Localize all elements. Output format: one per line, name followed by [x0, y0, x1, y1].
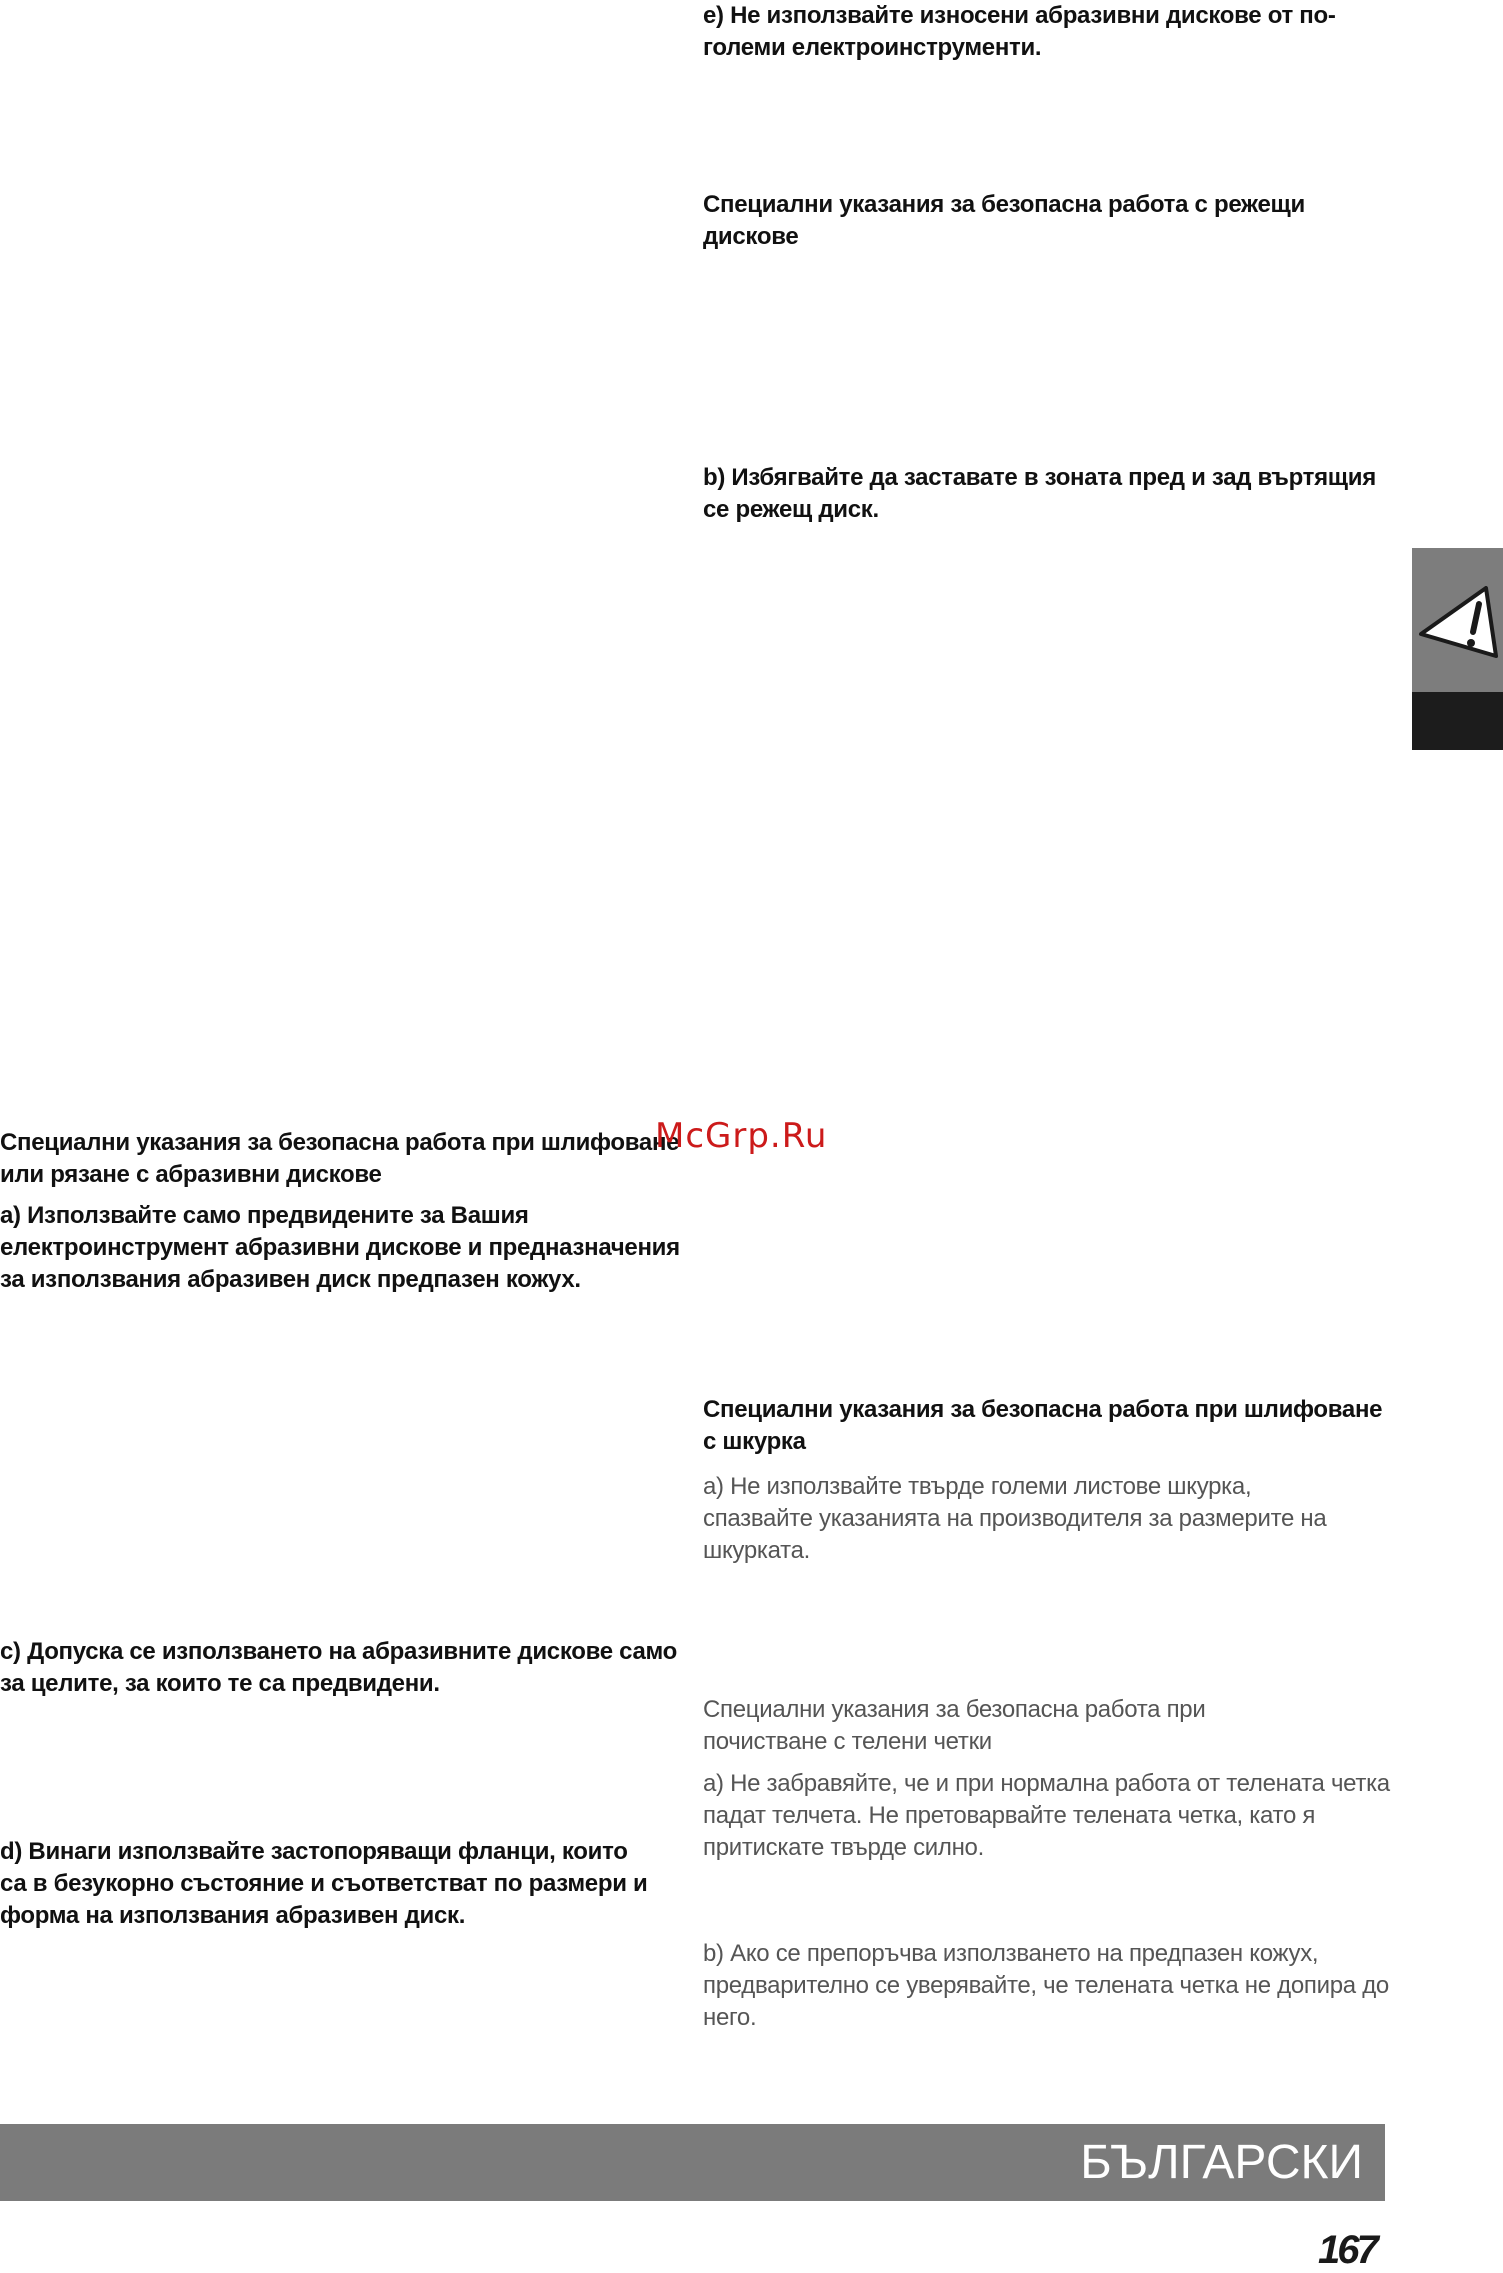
paragraph-grinding-a	[0, 1200, 680, 1296]
paragraph-e-worn-wheels	[703, 0, 1343, 64]
text-e-worn-wheels: e) Не използвайте износени абразивни дискове от по-големи електроинструменти.	[703, 2, 1336, 61]
paragraph-grinding-c	[0, 1636, 690, 1700]
paragraph-sanding-a	[703, 1471, 1363, 1567]
page-number: 167	[1318, 2228, 1376, 2272]
heading-grinding	[0, 1127, 690, 1191]
text-brush-b: b) Ако се препоръчва използването на предпазен кожух, предварително се уверявайте, че телената четка не допира до него.	[703, 1940, 1389, 2031]
text-heading-wire-brush: Специални указания за безопасна работа при почистване с телени четки	[703, 1696, 1206, 1755]
text-heading-cutoff-wheels: Специални указания за безопасна работа с режещи дискове	[703, 191, 1305, 250]
text-sanding-a: a) Не използвайте твърде големи листове шкурка, спазвайте указанията на производителя за размерите на шкурката.	[703, 1473, 1327, 1564]
side-tab	[1412, 548, 1503, 750]
paragraph-grinding-d	[0, 1836, 660, 1932]
text-heading-grinding: Специални указания за безопасна работа при шлифоване или рязане с абразивни дискове	[0, 1129, 680, 1188]
heading-wire-brush	[703, 1694, 1303, 1758]
text-brush-a: a) Не забравяйте, че и при нормална работа от телената четка падат телчета. Не претоварвайте телената четка, като я притискате твърде силно.	[703, 1770, 1390, 1861]
text-heading-sanding: Специални указания за безопасна работа при шлифоване с шкурка	[703, 1396, 1383, 1455]
side-tab-top	[1412, 548, 1503, 692]
warning-icon	[1418, 586, 1503, 658]
paragraph-b-cutoff-zone	[703, 462, 1393, 526]
text-grinding-d: d) Винаги използвайте застопоряващи фланци, които са в безукорно състояние и съответстват по размери и форма на използвания абразивен диск.	[0, 1838, 648, 1929]
watermark: McGrp.Ru	[655, 1116, 828, 1156]
footer-language-label: БЪЛГАРСКИ	[1080, 2136, 1363, 2189]
paragraph-brush-a	[703, 1768, 1393, 1864]
heading-sanding	[703, 1394, 1393, 1458]
heading-cutoff-wheels	[703, 189, 1343, 253]
text-grinding-a: a) Използвайте само предвидените за Вашия електроинструмент абразивни дискове и предназначения за използвания абразивен диск предпазен кожух.	[0, 1202, 680, 1293]
text-grinding-c: c) Допуска се използването на абразивните дискове само за целите, за които те са предвидени.	[0, 1638, 678, 1697]
paragraph-brush-b	[703, 1938, 1393, 2034]
text-b-cutoff-zone: b) Избягвайте да заставате в зоната пред и зад въртящия се режещ диск.	[703, 464, 1376, 523]
footer-language-bar	[0, 2124, 1385, 2201]
